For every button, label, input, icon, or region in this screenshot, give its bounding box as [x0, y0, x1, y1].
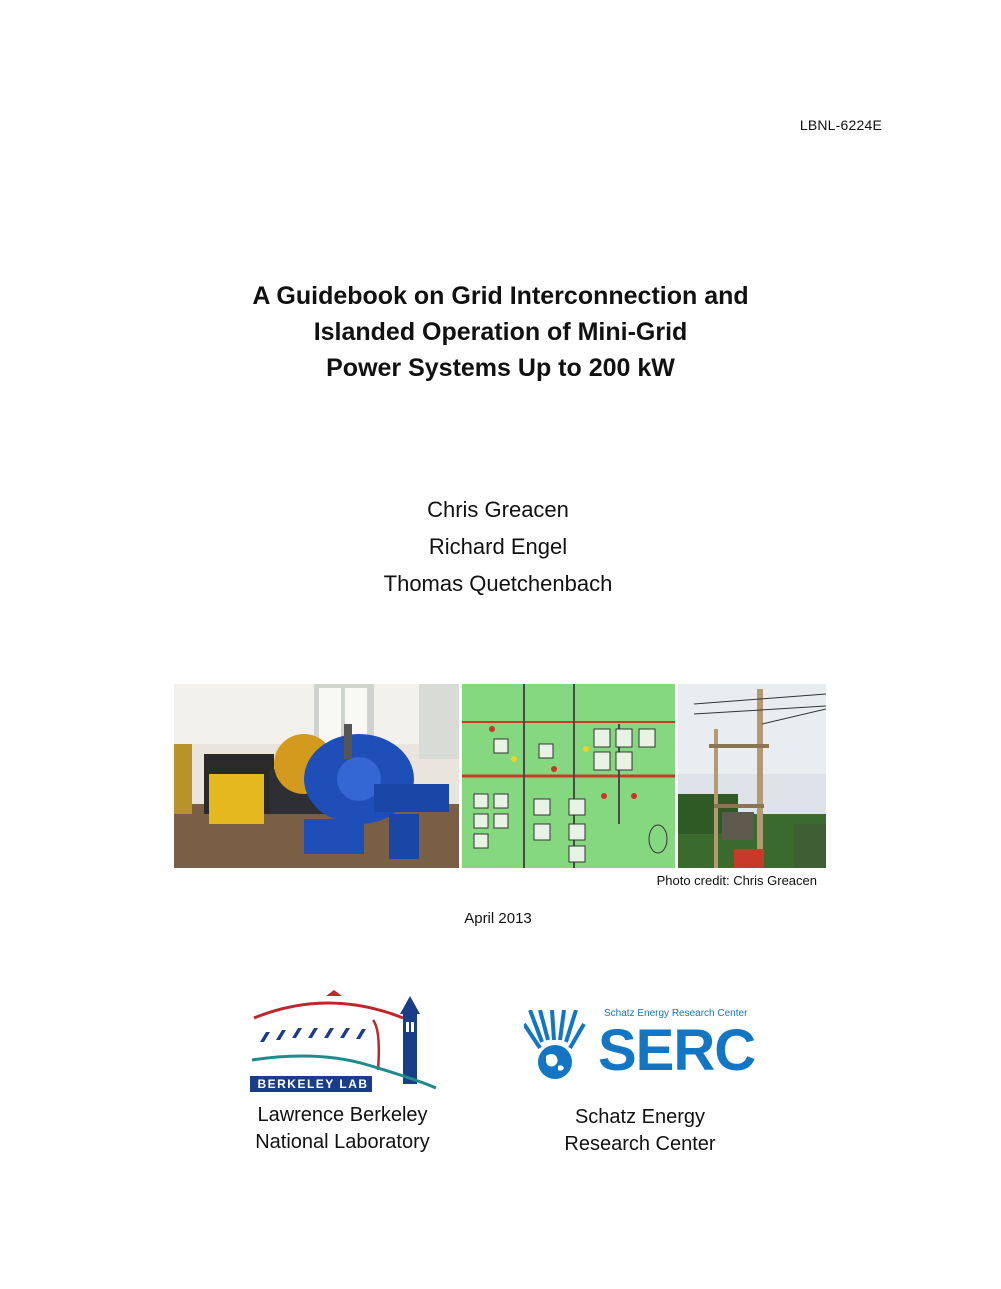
serc-logo-block [520, 1008, 760, 1158]
lbl-badge-text: BERKELEY LAB [257, 1077, 369, 1091]
serc-name-line: Schatz Energy [574, 1106, 706, 1128]
photo-credit: Photo credit: Chris Greacen [656, 873, 817, 888]
control-panel-photo [462, 684, 675, 868]
turbine-photo [174, 684, 459, 868]
author: Richard Engel [428, 534, 568, 559]
title-line: Islanded Operation of Mini-Grid [313, 318, 688, 346]
serc-acronym: SERC [598, 1018, 756, 1083]
document-title [0, 278, 1001, 386]
publication-date: April 2013 [464, 910, 532, 927]
author: Chris Greacen [427, 497, 569, 522]
lbl-logo-block [220, 990, 465, 1156]
serc-name-line: Research Center [564, 1133, 716, 1155]
report-id: LBNL-6224E [799, 117, 882, 133]
lbl-name-line: Lawrence Berkeley [257, 1104, 428, 1126]
title-line: Power Systems Up to 200 kW [326, 354, 675, 382]
author-list [0, 491, 996, 602]
serc-sunburst-logo [524, 1010, 586, 1080]
author: Thomas Quetchenbach [383, 571, 613, 596]
title-line: A Guidebook on Grid Interconnection and [252, 282, 749, 310]
serc-tagline: Schatz Energy Research Center [604, 1008, 748, 1019]
photo-strip [174, 684, 826, 868]
lbl-name-line: National Laboratory [255, 1131, 430, 1153]
utility-pole-photo [678, 684, 826, 868]
